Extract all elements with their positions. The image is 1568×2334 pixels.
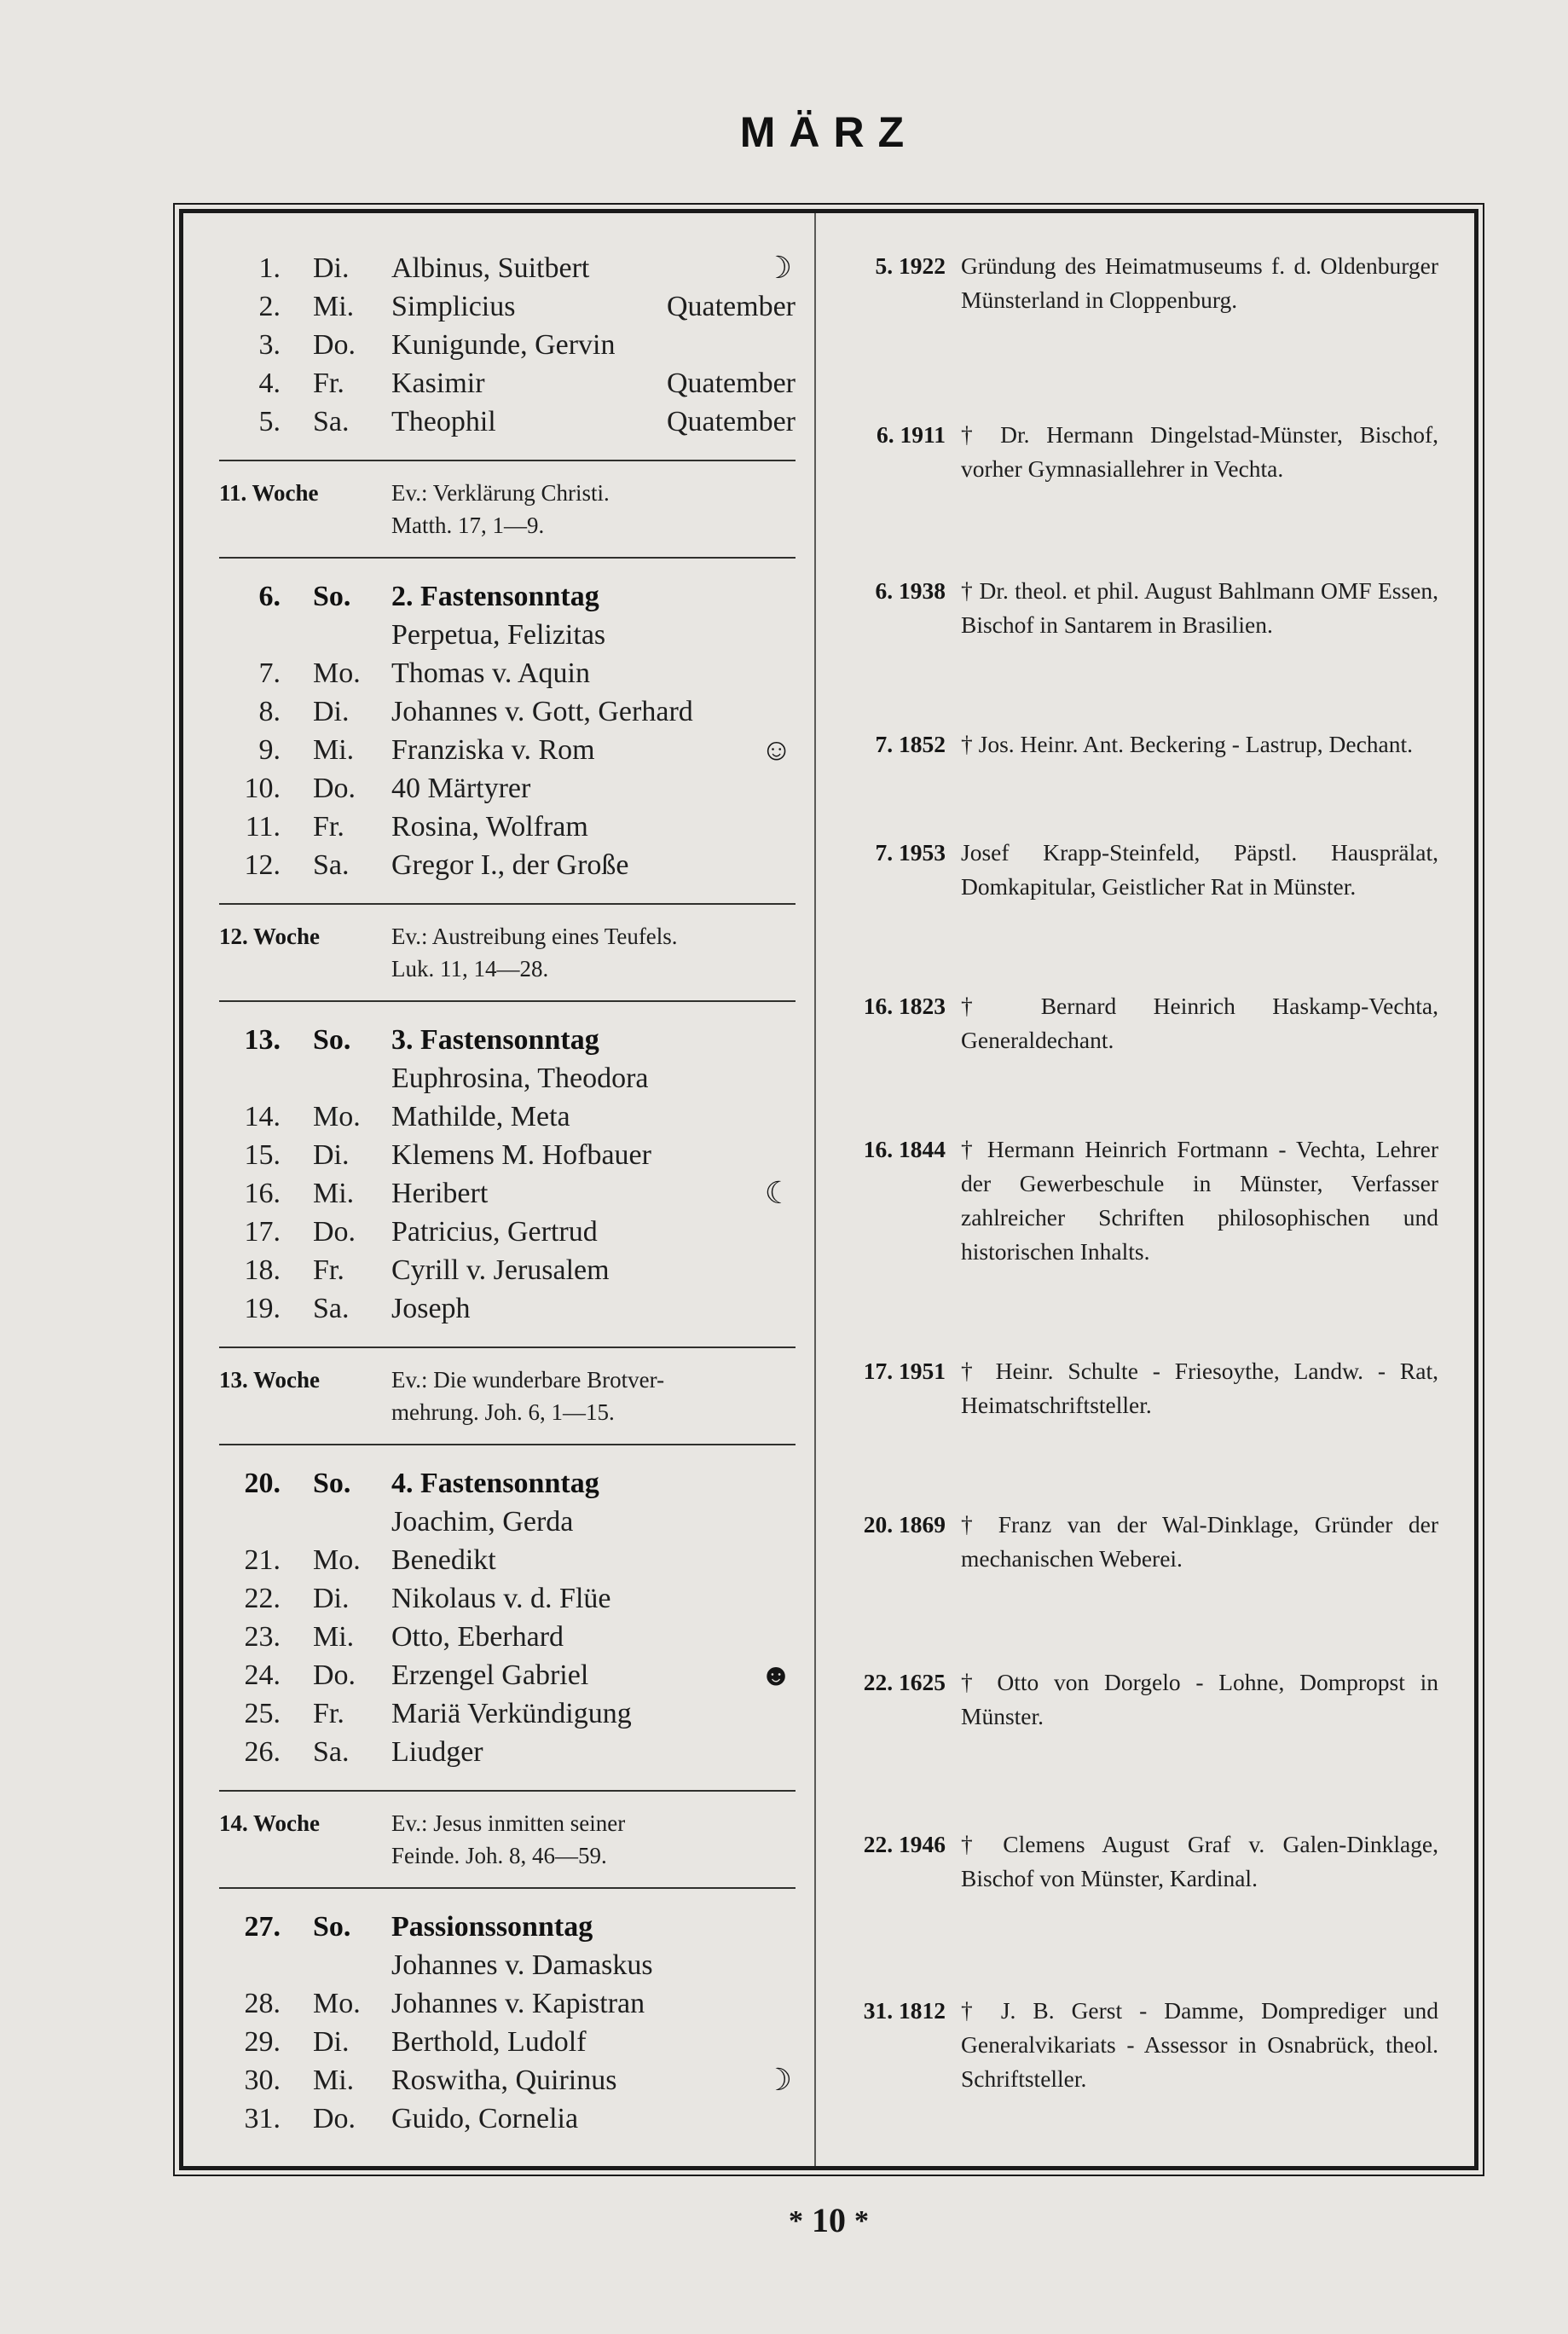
last-quarter-moon-icon: ☾ [764, 1176, 792, 1210]
day-number: 10. [244, 773, 281, 804]
note-date: 6. 1911 [877, 421, 946, 448]
week-gospel [391, 1364, 796, 1428]
day-names: Klemens M. Hofbauer [391, 1139, 651, 1171]
day-number: 31. [244, 2103, 281, 2134]
day-number: 11. [245, 811, 281, 843]
day-number: 6. [258, 581, 281, 612]
divider [219, 460, 796, 461]
calendar-day-row [219, 1174, 796, 1213]
day-group-2 [219, 567, 796, 895]
day-weekday: Sa. [313, 406, 350, 437]
day-names: Johannes v. Kapistran [391, 1988, 645, 2019]
divider [219, 557, 796, 559]
history-note [845, 418, 1438, 486]
note-date: 31. 1812 [863, 1997, 946, 2024]
day-weekday: Mo. [313, 1101, 361, 1132]
calendar-sunday-row [219, 1021, 796, 1059]
day-number: 2. [258, 291, 281, 322]
calendar-day-row [219, 2061, 796, 2099]
sunday-title: Passionssonntag [391, 1911, 593, 1943]
day-names: Guido, Cornelia [391, 2103, 579, 2134]
calendar-day-row [219, 808, 796, 846]
day-names: Cyrill v. Jerusalem [391, 1254, 610, 1286]
week-row [219, 1357, 796, 1435]
day-weekday: Mo. [313, 1988, 361, 2019]
note-text: † Dr. theol. et phil. August Bahlmann OMF Essen, Bischof in Santarem in Brasilien. [961, 577, 1438, 638]
asterisk-ornament: * [789, 2205, 803, 2237]
day-number: 7. [258, 657, 281, 689]
day-names: Theophil [391, 406, 496, 437]
calendar-day-row [219, 1541, 796, 1579]
week-label: 13. Woche [219, 1367, 321, 1393]
note-text: † Bernard Heinrich Haskamp-Vechta, Generaldechant. [961, 993, 1438, 1053]
day-number: 27. [244, 1911, 281, 1943]
note-text: Josef Krapp-Steinfeld, Päpstl. Hausprälat, Domkapitular, Geistlicher Rat in Münster. [961, 839, 1438, 900]
day-number: 28. [244, 1988, 281, 2019]
calendar-day-row [219, 287, 796, 326]
sunday-title: 4. Fastensonntag [391, 1468, 599, 1499]
calendar-day-row [219, 731, 796, 769]
day-weekday: So. [313, 1024, 351, 1056]
sunday-saints-line [219, 1059, 796, 1098]
day-weekday: Fr. [313, 368, 344, 399]
day-number: 29. [244, 2026, 281, 2058]
day-weekday: So. [313, 1468, 351, 1499]
day-group-3 [219, 1011, 796, 1338]
day-names: Thomas v. Aquin [391, 657, 590, 689]
calendar-day-row [219, 1579, 796, 1618]
calendar-sunday-row [219, 1464, 796, 1503]
week-label: 11. Woche [219, 480, 319, 506]
day-weekday: Di. [313, 696, 350, 727]
calendar-day-row [219, 1136, 796, 1174]
day-number: 12. [244, 849, 281, 881]
first-quarter-moon-icon: ☽ [764, 2063, 792, 2097]
day-weekday: Do. [313, 1659, 356, 1691]
day-weekday: Fr. [313, 811, 344, 843]
page-number [179, 2200, 1478, 2240]
history-note [845, 1994, 1438, 2096]
history-note [845, 836, 1438, 904]
day-number: 18. [244, 1254, 281, 1286]
calendar-day-row [219, 1251, 796, 1289]
day-names: Simplicius [391, 291, 516, 322]
sunday-saints-line [219, 616, 796, 654]
week-row [219, 1800, 796, 1879]
history-note [845, 989, 1438, 1057]
calendar-day-row [219, 1213, 796, 1251]
day-group-1 [219, 239, 796, 451]
day-names: Nikolaus v. d. Flüe [391, 1583, 611, 1614]
gospel-line-2: Matth. 17, 1—9. [391, 513, 545, 538]
calendar-day-row [219, 846, 796, 884]
day-weekday: Mo. [313, 1544, 361, 1576]
week-gospel [391, 477, 796, 542]
day-number: 24. [244, 1659, 281, 1691]
day-weekday: Sa. [313, 849, 350, 881]
quatember-label: Quatember [666, 368, 796, 399]
day-weekday: Do. [313, 329, 356, 361]
day-weekday: Sa. [313, 1736, 350, 1768]
day-weekday: Di. [313, 2026, 350, 2058]
day-names: Heribert [391, 1178, 489, 1209]
history-note [845, 249, 1438, 317]
history-note [845, 1827, 1438, 1896]
note-date: 5. 1922 [875, 252, 946, 279]
gospel-line-2: Luk. 11, 14—28. [391, 956, 549, 982]
calendar-day-row [219, 2023, 796, 2061]
quatember-label: Quatember [666, 406, 796, 437]
page-title: MÄRZ [739, 108, 918, 156]
day-names: Kasimir [391, 368, 485, 399]
day-weekday: Di. [313, 1139, 350, 1171]
note-text: † Heinr. Schulte - Friesoythe, Landw. - Rat, Heimatschriftsteller. [961, 1358, 1438, 1418]
day-number: 5. [258, 406, 281, 437]
week-row [219, 470, 796, 548]
history-note [845, 574, 1438, 642]
week-label: 14. Woche [219, 1810, 321, 1836]
week-gospel [391, 1807, 796, 1872]
day-number: 9. [258, 734, 281, 766]
day-number: 25. [244, 1698, 281, 1729]
gospel-line-1: Ev.: Die wunderbare Brotver- [391, 1367, 665, 1393]
day-weekday: Do. [313, 773, 356, 804]
day-number: 1. [258, 252, 281, 284]
calendar-day-row [219, 1656, 796, 1694]
first-quarter-moon-icon: ☽ [764, 251, 792, 285]
day-weekday: Sa. [313, 1293, 350, 1324]
gospel-line-1: Ev.: Verklärung Christi. [391, 480, 610, 506]
calendar-day-row [219, 1694, 796, 1733]
day-names: Johannes v. Gott, Gerhard [391, 696, 693, 727]
day-weekday: Di. [313, 252, 350, 284]
calendar-day-row [219, 1618, 796, 1656]
day-names: Kunigunde, Gervin [391, 329, 616, 361]
sunday-saints-line [219, 1946, 796, 1984]
sunday-title: 3. Fastensonntag [391, 1024, 599, 1056]
calendar-day-row [219, 692, 796, 731]
note-text: † Clemens August Graf v. Galen-Dinklage, Bischof von Münster, Kardinal. [961, 1831, 1438, 1891]
calendar-day-row [219, 364, 796, 403]
calendar-sunday-row [219, 1908, 796, 1946]
day-number: 22. [244, 1583, 281, 1614]
history-note [845, 1665, 1438, 1734]
day-names: Perpetua, Felizitas [391, 619, 606, 651]
gospel-line-1: Ev.: Austreibung eines Teufels. [391, 924, 678, 949]
day-names: Joachim, Gerda [391, 1506, 574, 1538]
sunday-title: 2. Fastensonntag [391, 581, 599, 612]
day-number: 30. [244, 2065, 281, 2096]
page-number-value: 10 [812, 2201, 846, 2239]
day-number: 14. [244, 1101, 281, 1132]
divider [219, 1887, 796, 1889]
day-weekday: Di. [313, 1583, 350, 1614]
calendar-day-row [219, 769, 796, 808]
day-weekday: Mi. [313, 2065, 355, 2096]
day-weekday: Mi. [313, 734, 355, 766]
day-names: 40 Märtyrer [391, 773, 531, 804]
day-group-4 [219, 1454, 796, 1781]
day-weekday: Fr. [313, 1698, 344, 1729]
day-number: 15. [244, 1139, 281, 1171]
note-text: † Dr. Hermann Dingelstad-Münster, Bischof, vorher Gymnasiallehrer in Vechta. [961, 421, 1438, 482]
calendar-column [183, 213, 816, 2166]
asterisk-ornament: * [854, 2205, 869, 2237]
day-names: Franziska v. Rom [391, 734, 595, 766]
gospel-line-2: mehrung. Joh. 6, 1—15. [391, 1399, 615, 1425]
divider [219, 903, 796, 905]
day-number: 21. [244, 1544, 281, 1576]
divider [219, 1000, 796, 1002]
new-moon-icon: ☻ [760, 1658, 792, 1692]
note-date: 6. 1938 [875, 577, 946, 604]
calendar-day-row [219, 1984, 796, 2023]
day-number: 3. [258, 329, 281, 361]
day-names: Liudger [391, 1736, 483, 1768]
day-weekday: Mi. [313, 1178, 355, 1209]
day-number: 26. [244, 1736, 281, 1768]
day-weekday: Do. [313, 2103, 356, 2134]
gospel-line-1: Ev.: Jesus inmitten seiner [391, 1810, 626, 1836]
week-row [219, 913, 796, 992]
day-weekday: Mi. [313, 291, 355, 322]
day-names: Euphrosina, Theodora [391, 1063, 649, 1094]
calendar-day-row [219, 1733, 796, 1771]
day-names: Mathilde, Meta [391, 1101, 570, 1132]
divider [219, 1444, 796, 1445]
day-group-5 [219, 1897, 796, 2148]
calendar-day-row [219, 326, 796, 364]
day-names: Otto, Eberhard [391, 1621, 564, 1653]
history-note [845, 1508, 1438, 1576]
calendar-day-row [219, 403, 796, 441]
calendar-sunday-row [219, 577, 796, 616]
divider [219, 1790, 796, 1792]
calendar-day-row [219, 1098, 796, 1136]
note-date: 16. 1823 [863, 993, 946, 1019]
day-names: Roswitha, Quirinus [391, 2065, 617, 2096]
day-weekday: Mo. [313, 657, 361, 689]
history-note [845, 1132, 1438, 1269]
calendar-day-row [219, 249, 796, 287]
day-names: Rosina, Wolfram [391, 811, 588, 843]
day-names: Gregor I., der Große [391, 849, 629, 881]
day-weekday: Fr. [313, 1254, 344, 1286]
note-date: 17. 1951 [863, 1358, 946, 1384]
day-names: Mariä Verkündigung [391, 1698, 632, 1729]
note-date: 20. 1869 [863, 1511, 946, 1538]
day-names: Erzengel Gabriel [391, 1659, 589, 1691]
note-date: 7. 1852 [875, 731, 946, 757]
day-number: 16. [244, 1178, 281, 1209]
notes-column [816, 213, 1474, 2166]
day-names: Benedikt [391, 1544, 496, 1576]
gospel-line-2: Feinde. Joh. 8, 46—59. [391, 1843, 607, 1868]
history-note [845, 1354, 1438, 1422]
week-label: 12. Woche [219, 924, 321, 949]
calendar-day-row [219, 654, 796, 692]
note-text: † Otto von Dorgelo - Lohne, Dompropst in Münster. [961, 1669, 1438, 1729]
calendar-day-row [219, 2099, 796, 2138]
note-date: 22. 1625 [863, 1669, 946, 1695]
calendar-frame [179, 209, 1478, 2170]
day-number: 17. [244, 1216, 281, 1248]
history-note [845, 727, 1438, 762]
day-weekday: Do. [313, 1216, 356, 1248]
day-number: 13. [244, 1024, 281, 1056]
day-number: 8. [258, 696, 281, 727]
note-text: † Franz van der Wal-Dinklage, Gründer der mechanischen Weberei. [961, 1511, 1438, 1572]
day-names: Joseph [391, 1293, 471, 1324]
day-names: Berthold, Ludolf [391, 2026, 587, 2058]
day-names: Patricius, Gertrud [391, 1216, 598, 1248]
day-number: 19. [244, 1293, 281, 1324]
day-number: 20. [244, 1468, 281, 1499]
note-date: 7. 1953 [875, 839, 946, 866]
day-names: Albinus, Suitbert [391, 252, 590, 284]
quatember-label: Quatember [666, 291, 796, 322]
note-text: † Jos. Heinr. Ant. Beckering - Lastrup, Dechant. [961, 731, 1414, 757]
note-text: † Hermann Heinrich Fortmann - Vechta, Lehrer der Gewerbeschule in Münster, Verfasser zahlreicher Schriften philosophischen und historischen Inhalts. [961, 1136, 1438, 1265]
day-weekday: So. [313, 1911, 351, 1943]
week-gospel [391, 920, 796, 985]
note-text: Gründung des Heimatmuseums f. d. Oldenburger Münsterland in Cloppenburg. [961, 252, 1438, 313]
calendar-day-row [219, 1289, 796, 1328]
full-moon-icon: ☺ [761, 733, 792, 767]
day-weekday: So. [313, 581, 351, 612]
day-weekday: Mi. [313, 1621, 355, 1653]
note-date: 16. 1844 [863, 1136, 946, 1162]
day-number: 23. [244, 1621, 281, 1653]
divider [219, 1347, 796, 1348]
note-date: 22. 1946 [863, 1831, 946, 1857]
day-number: 4. [258, 368, 281, 399]
day-names: Johannes v. Damaskus [391, 1949, 653, 1981]
note-text: † J. B. Gerst - Damme, Domprediger und Generalvikariats - Assessor in Osnabrück, theol. Schriftsteller. [961, 1997, 1438, 2092]
sunday-saints-line [219, 1503, 796, 1541]
